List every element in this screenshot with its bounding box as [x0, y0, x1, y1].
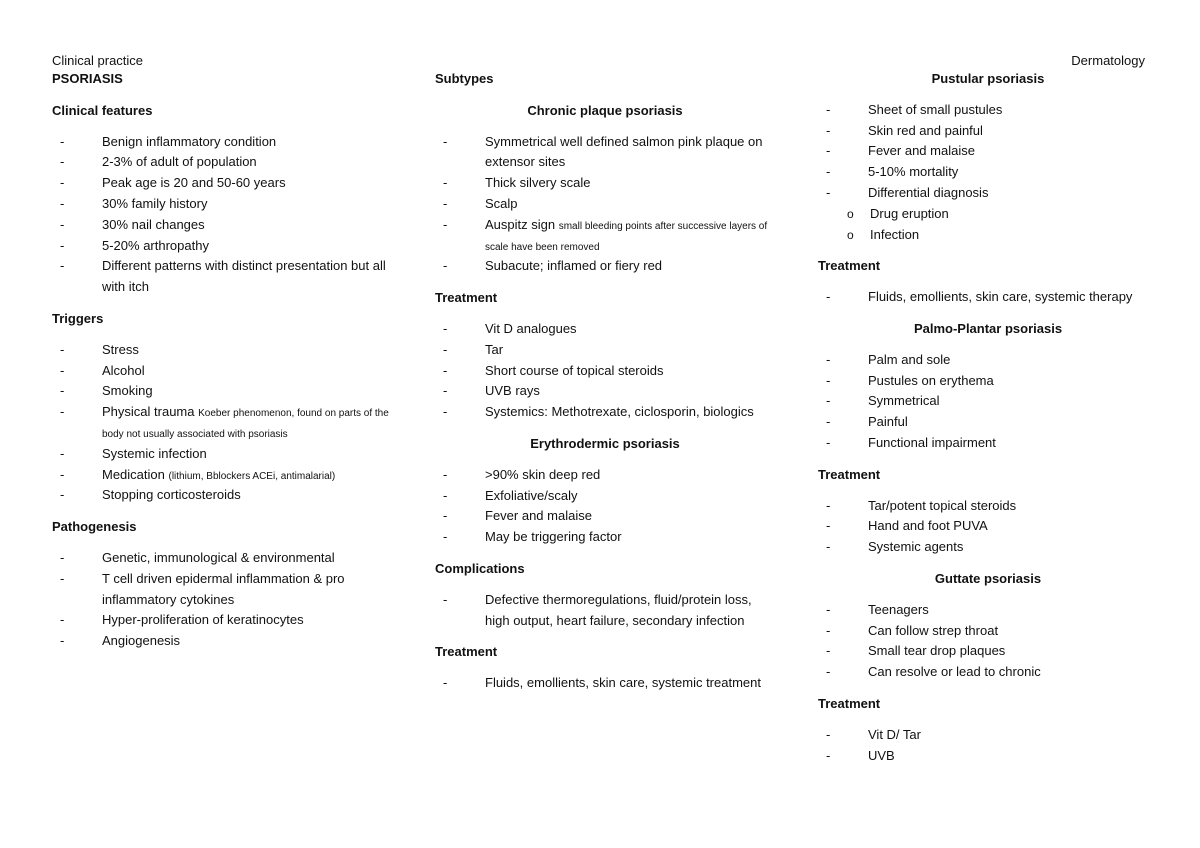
list-item — [818, 371, 1158, 392]
subtitle-pustular: Pustular psoriasis — [931, 71, 1045, 86]
list-item-text: Fluids, emollients, skin care, systemic therapy — [868, 289, 1133, 305]
list-item — [818, 662, 1158, 683]
list-item — [52, 256, 392, 298]
list-pustular — [818, 100, 1158, 204]
list-item-text: Systemic infection — [102, 445, 207, 461]
list-item-text: Can follow strep throat — [868, 622, 999, 638]
column-3 — [818, 69, 1158, 777]
list-item — [52, 548, 392, 569]
list-item — [52, 569, 392, 611]
list-item-text: Hyper-proliferation of keratinocytes — [102, 612, 304, 628]
list-item — [818, 641, 1158, 662]
section-title-treatment: Treatment — [435, 290, 498, 306]
list-triggers — [52, 340, 392, 506]
list-item — [52, 631, 392, 652]
list-item — [818, 600, 1158, 621]
list-item-text: Small tear drop plaques — [868, 643, 1006, 659]
list-item — [818, 537, 1158, 558]
list-item-text: Peak age is 20 and 50-60 years — [102, 175, 286, 191]
list-item-text: Thick silvery scale — [485, 175, 591, 191]
list-item-text: UVB — [868, 747, 895, 763]
list-item — [435, 132, 775, 174]
list-item — [435, 361, 775, 382]
list-item — [818, 621, 1158, 642]
list-item — [435, 194, 775, 215]
list-item — [435, 319, 775, 340]
section-title-triggers: Triggers — [52, 310, 104, 326]
list-item-text: Angiogenesis — [102, 633, 181, 649]
list-item — [52, 485, 392, 506]
header-right: Dermatology — [1071, 53, 1145, 68]
list-item-text: Can resolve or lead to chronic — [868, 664, 1041, 680]
list-item-text: Functional impairment — [868, 434, 996, 450]
list-item-text: Physical trauma — [102, 404, 195, 420]
list-item-text: Subacute; inflamed or fiery red — [485, 258, 663, 274]
list-item — [52, 132, 392, 153]
list-chronic-plaque — [435, 132, 775, 278]
subtitle-erythrodermic: Erythrodermic psoriasis — [530, 435, 680, 451]
subtypes-title: Subtypes — [435, 71, 494, 86]
list-item-text: Different patterns with distinct presentation but all with itch — [102, 258, 386, 295]
list-item-text: Fluids, emollients, skin care, systemic treatment — [485, 675, 761, 691]
list-item-text: Tar — [485, 341, 504, 357]
list-item — [818, 496, 1158, 517]
list-item-text: Defective thermoregulations, fluid/protein loss, high output, heart failure, secondary infection — [485, 591, 752, 628]
list-item — [818, 746, 1158, 767]
list-item-text: Systemics: Methotrexate, ciclosporin, biologics — [485, 404, 754, 420]
list-palmo-plantar — [818, 350, 1158, 454]
list-item — [818, 183, 1158, 204]
list-item — [818, 433, 1158, 454]
section-title-treatment: Treatment — [818, 466, 881, 482]
list-item-text: Exfoliative/scaly — [485, 487, 578, 503]
list-item — [818, 287, 1158, 308]
list-item — [435, 256, 775, 277]
section-title-treatment: Treatment — [818, 258, 881, 274]
list-treatment-guttate — [818, 725, 1158, 767]
main-title: PSORIASIS — [52, 71, 123, 86]
section-title-clinical-features: Clinical features — [52, 102, 153, 118]
list-item-text: 30% family history — [102, 195, 208, 211]
list-item — [52, 152, 392, 173]
list-item — [818, 350, 1158, 371]
subtitle-chronic-plaque: Chronic plaque psoriasis — [527, 102, 683, 118]
list-item-text: Symmetrical well defined salmon pink plaque on extensor sites — [485, 133, 763, 170]
list-item — [818, 141, 1158, 162]
list-item-text: 2-3% of adult of population — [102, 154, 257, 170]
list-item — [52, 402, 392, 444]
list-differential-diagnosis — [818, 204, 1158, 246]
list-item — [818, 100, 1158, 121]
list-item — [435, 402, 775, 423]
column-2 — [435, 69, 775, 705]
list-item — [435, 381, 775, 402]
subtitle-guttate: Guttate psoriasis — [934, 570, 1042, 586]
list-item — [435, 465, 775, 486]
list-item-text: Vit D/ Tar — [868, 726, 921, 742]
list-item-text: 5-10% mortality — [868, 164, 959, 180]
list-item-text: Short course of topical steroids — [485, 362, 664, 378]
list-item-text: Benign inflammatory condition — [102, 133, 277, 149]
list-item — [435, 527, 775, 548]
list-item — [435, 340, 775, 361]
list-pathogenesis — [52, 548, 392, 652]
list-item-text: 30% nail changes — [102, 216, 205, 232]
list-item-text: Stopping corticosteroids — [102, 487, 241, 503]
list-item — [52, 610, 392, 631]
list-item-text: Palm and sole — [868, 351, 951, 367]
list-item-text: Systemic agents — [868, 539, 964, 555]
list-item-text: Alcohol — [102, 362, 145, 378]
list-item — [435, 486, 775, 507]
list-item — [818, 121, 1158, 142]
list-item — [818, 725, 1158, 746]
list-item-text: Fever and malaise — [868, 143, 975, 159]
list-item-text: Fever and malaise — [485, 508, 592, 524]
list-guttate — [818, 600, 1158, 683]
list-item-text: >90% skin deep red — [485, 466, 601, 482]
list-item-text: Stress — [102, 341, 139, 357]
list-item — [435, 673, 775, 694]
list-clinical-features — [52, 132, 392, 298]
list-item — [818, 412, 1158, 433]
column-1 — [52, 69, 392, 663]
list-item — [818, 516, 1158, 537]
list-complications — [435, 590, 775, 632]
list-item: o Drug eruption — [768, 204, 1158, 225]
list-erythrodermic — [435, 465, 775, 548]
list-item-text: Pustules on erythema — [868, 372, 994, 388]
list-treatment-erythrodermic — [435, 673, 775, 694]
list-item — [52, 215, 392, 236]
list-item-text: Smoking — [102, 383, 153, 399]
list-item-text: UVB rays — [485, 383, 540, 399]
list-item-text: Tar/potent topical steroids — [868, 497, 1017, 513]
list-item-text: Differential diagnosis — [868, 184, 989, 200]
subtitle-palmo-plantar: Palmo-Plantar psoriasis — [913, 320, 1063, 336]
list-item-text: Sheet of small pustules — [868, 101, 1003, 117]
list-item — [435, 506, 775, 527]
list-item-text: Scalp — [485, 195, 518, 211]
list-item-note: small bleeding points after successive layers of scale have been removed — [485, 220, 768, 253]
list-item-text: Symmetrical — [868, 393, 940, 409]
list-item — [52, 173, 392, 194]
list-treatment-pustular — [818, 287, 1158, 308]
list-item-note: (lithium, Bblockers ACEi, antimalarial) — [168, 470, 336, 482]
section-title-treatment: Treatment — [818, 695, 881, 711]
list-item — [435, 173, 775, 194]
header-left: Clinical practice — [52, 53, 144, 68]
section-title-complications: Complications — [435, 560, 525, 576]
list-item — [52, 444, 392, 465]
list-item — [52, 236, 392, 257]
list-item — [52, 340, 392, 361]
list-item-text: Hand and foot PUVA — [868, 518, 988, 534]
list-item-text: Vit D analogues — [485, 320, 577, 336]
list-item-text: T cell driven epidermal inflammation & pro inflammatory cytokines — [102, 570, 345, 607]
list-treatment-chronic — [435, 319, 775, 423]
list-item: o Infection — [768, 225, 1158, 246]
section-title-pathogenesis: Pathogenesis — [52, 519, 137, 535]
list-item-text: Skin red and painful — [868, 122, 983, 138]
list-treatment-palmo — [818, 496, 1158, 558]
list-item — [435, 215, 775, 257]
list-item-text: Painful — [868, 414, 908, 430]
list-item — [52, 361, 392, 382]
list-item-text: Genetic, immunological & environmental — [102, 549, 335, 565]
list-item — [818, 391, 1158, 412]
list-item — [52, 465, 392, 486]
section-title-treatment: Treatment — [435, 644, 498, 660]
list-item — [435, 590, 775, 632]
list-item-text: May be triggering factor — [485, 529, 622, 545]
list-item-text: Auspitz sign — [485, 216, 556, 232]
list-item-text: Teenagers — [868, 601, 929, 617]
list-item — [52, 381, 392, 402]
list-item — [818, 162, 1158, 183]
list-item-text: Medication — [102, 466, 165, 482]
list-item-text: 5-20% arthropathy — [102, 237, 209, 253]
list-item-note: Koeber phenomenon, found on parts of the body not usually associated with psoriasis — [102, 408, 389, 440]
list-item — [52, 194, 392, 215]
